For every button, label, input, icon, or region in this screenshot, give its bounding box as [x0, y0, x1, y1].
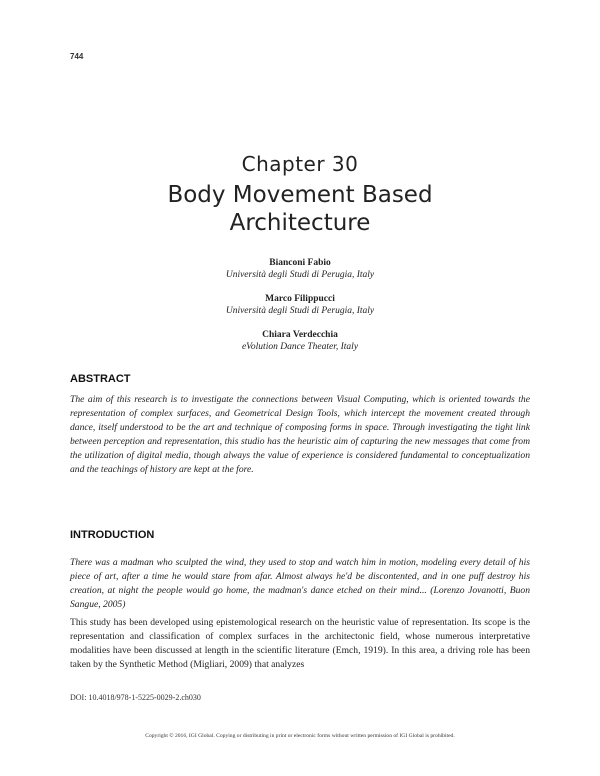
author-block [0, 329, 600, 353]
author-block [0, 293, 600, 317]
author-affiliation: eVolution Dance Theater, Italy [241, 342, 359, 352]
author-name: Chiara Verdecchia [262, 330, 338, 340]
abstract-text: The aim of this research is to investigate the connections between Visual Computing, which is oriented towards the representation of complex surfaces, and Geometrical Design Tools, which intercept the movement created through dance, itself understood to be the art and technique of composing forms in space. Through investigating the tight link between perception and representation, this studio has the heuristic aim of capturing the new messages that come from the utilization of digital media, though always the value of experience is considered fundamental to conceptualization and the teachings of history are kept at the fore. [70, 394, 530, 475]
chapter-title [0, 181, 600, 237]
introduction-heading: INTRODUCTION [70, 529, 155, 541]
copyright-notice: Copyright © 2016, IGI Global. Copying or distributing in print or electronic forms without written permission of IGI Global is prohibited. [145, 733, 455, 739]
title-line-1: Body Movement Based [167, 182, 433, 208]
abstract-heading: ABSTRACT [70, 373, 131, 385]
doi: DOI: 10.4018/978-1-5225-0029-2.ch030 [70, 693, 201, 702]
author-block [0, 257, 600, 281]
author-affiliation: Università degli Studi di Perugia, Italy [225, 306, 375, 316]
author-affiliation: Università degli Studi di Perugia, Italy [225, 270, 375, 280]
introduction-quote: There was a madman who sculpted the wind, they used to stop and watch him in motion, modeling every detail of his piece of art, after a time he would stare from afar. Almost always he'd be discontented, and in one puff destroy his creation, at night the people would go home, the madman's dance etched on their mind... (Lorenzo Jovanotti, Buon Sangue, 2005) [70, 557, 530, 610]
author-name: Bianconi Fabio [269, 258, 331, 268]
chapter-label: Chapter 30 [241, 152, 359, 176]
page-number: 744 [70, 52, 84, 61]
introduction-body: This study has been developed using epistemological research on the heuristic value of representation. Its scope is the representation and classification of complex surfaces in the architectonic field, whose numerous interpretative modalities have been discussed at length in the scientific literature (Emch, 1919). In this area, a driving role has been taken by the Synthetic Method (Migliari, 2009) that analyzes [70, 617, 530, 670]
title-line-2: Architecture [229, 210, 371, 236]
author-name: Marco Filippucci [265, 294, 335, 304]
author-list [0, 257, 600, 365]
